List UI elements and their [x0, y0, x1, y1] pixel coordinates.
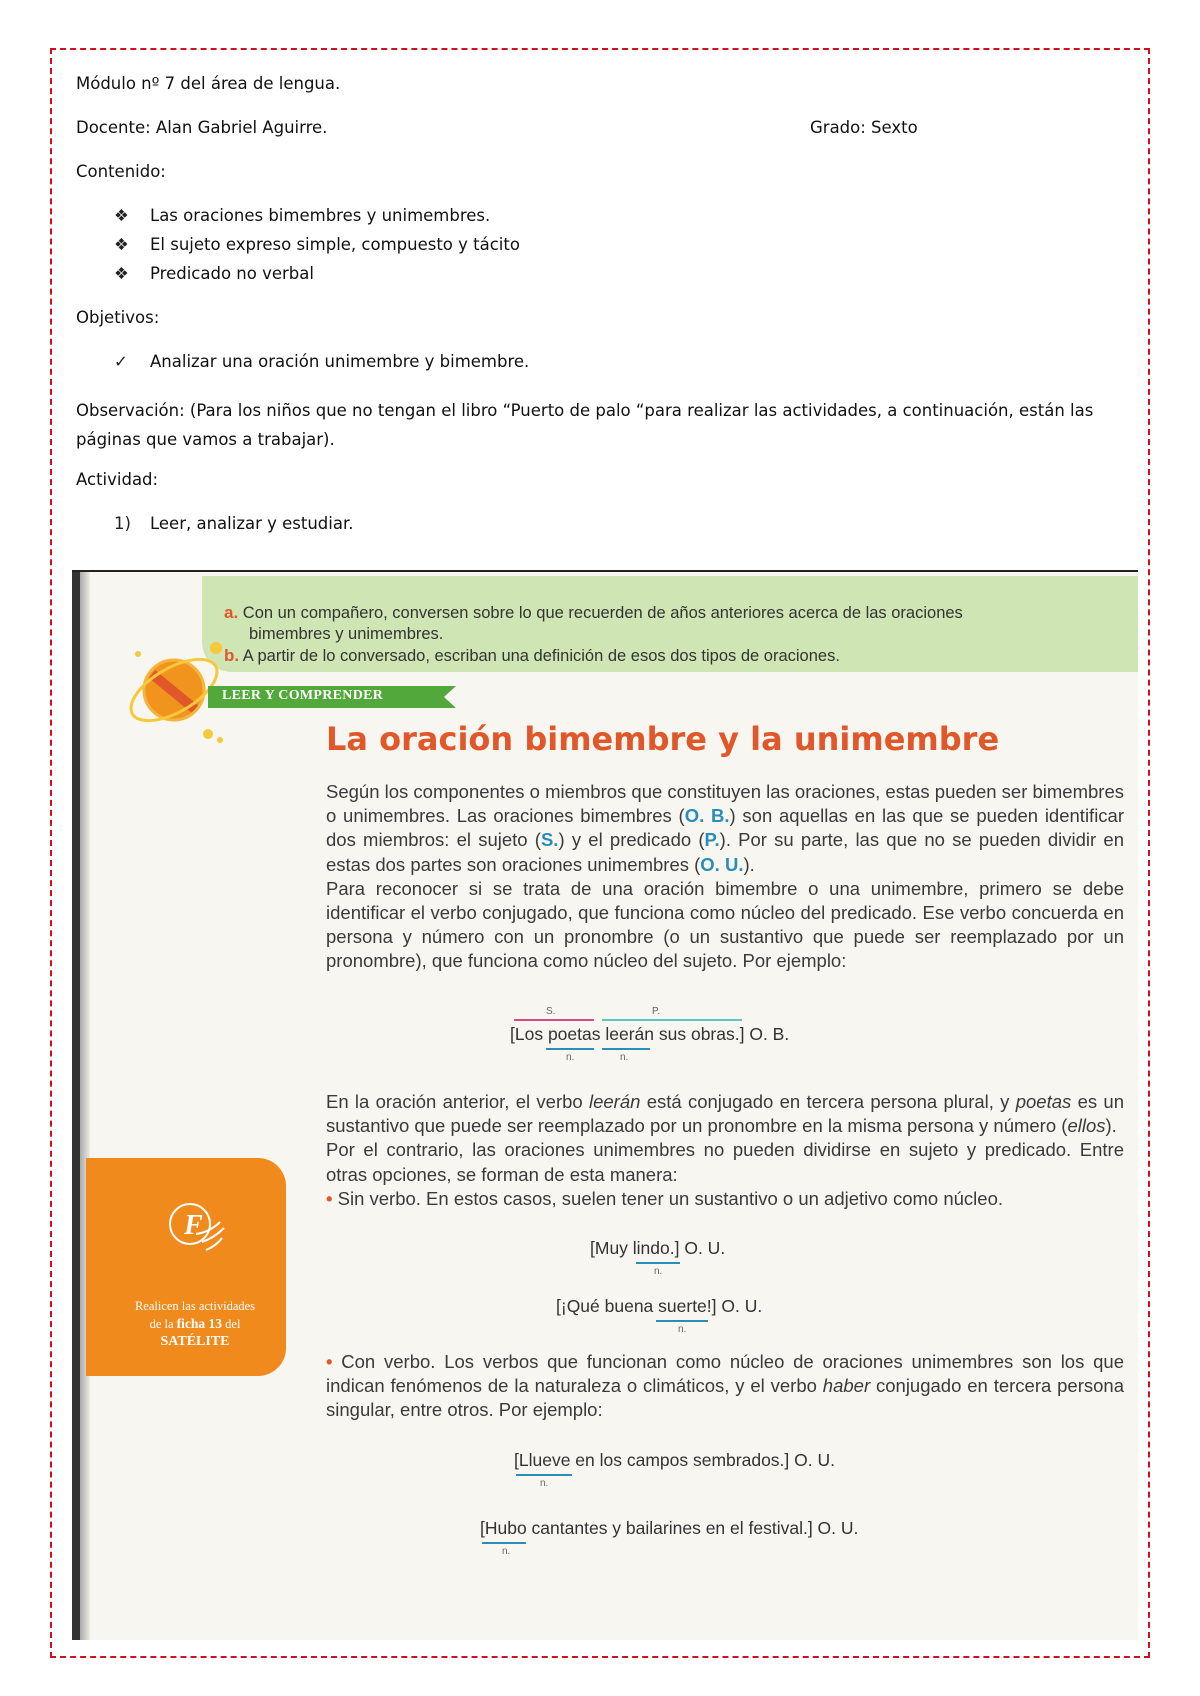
text-italic: leerán: [588, 1091, 641, 1112]
abbr-s: S.: [540, 829, 559, 851]
text: Con verbo. Los verbos que funcionan como núcleo de oraciones unimembres son los que indican fenómenos de la naturaleza o climáticos, y el verbo: [326, 1351, 1124, 1397]
nucleus-label: n.: [502, 1546, 511, 1557]
subject-bracket: [514, 1019, 594, 1021]
nucleus-underline: [482, 1542, 526, 1544]
activity-item: [114, 514, 354, 533]
intro-question-a-cont: bimembres y unimembres.: [249, 625, 444, 643]
text-italic: haber: [822, 1375, 871, 1397]
nucleus-label: n.: [678, 1324, 687, 1335]
question-letter: b.: [224, 646, 240, 665]
text-bold: ficha 13: [176, 1316, 223, 1331]
module-title: Módulo nº 7 del área de lengua.: [76, 74, 341, 93]
diamond-bullet-icon: ❖: [114, 206, 129, 225]
text: ). Por su parte, las que no se pueden dividir en estas dos partes son oraciones unimembres (: [326, 829, 1124, 875]
text-italic: poetas: [1015, 1091, 1072, 1112]
text: conjugado en tercera persona singular, entre otros. Por ejemplo:: [326, 1375, 1124, 1421]
nucleus-label: n.: [620, 1052, 629, 1063]
diamond-bullet-icon: ❖: [114, 235, 129, 254]
text: ).: [1105, 1115, 1117, 1137]
bullet-with-verb: [304, 1350, 1124, 1423]
text: Según los componentes o miembros que constituyen las oraciones, estas pueden ser bimembres o unimembres. Las oraciones bimembres (: [326, 781, 1124, 827]
text: Sin verbo. En estos casos, suelen tener un sustantivo o un adjetivo como núcleo.: [337, 1187, 1003, 1209]
teacher-name: Docente: Alan Gabriel Aguirre.: [76, 118, 328, 137]
book-spine-shadow: [80, 572, 90, 1640]
text: de la: [149, 1317, 177, 1331]
content-item-text: El sujeto expreso simple, compuesto y tácito: [150, 235, 520, 254]
activity-label: Actividad:: [76, 470, 159, 489]
intro-questions: [224, 602, 963, 667]
text: del: [222, 1317, 241, 1331]
side-note-line: Realicen las actividades: [134, 1299, 256, 1313]
nucleus-label: n.: [566, 1052, 575, 1063]
abbr-p: P.: [704, 829, 720, 851]
book-spine: [72, 572, 80, 1640]
grade: Grado: Sexto: [810, 118, 918, 137]
intro-question-b: [224, 645, 963, 667]
example-hubo: [Hubo cantantes y bailarines en el festival.] O. U.: [480, 1518, 859, 1538]
observation-note: Observación: (Para los niños que no tengan el libro “Puerto de palo “para realizar las actividades, a continuación, están las páginas que vamos a trabajar).: [76, 401, 1094, 449]
example-tag: O. B.: [749, 1024, 790, 1044]
text: es un sustantivo que puede ser reemplazado por un pronombre en la misma persona y número (: [326, 1091, 1124, 1137]
text: ) y el predicado (: [558, 829, 705, 851]
question-text: Con un compañero, conversen sobre lo que recuerden de años anteriores acerca de las oraciones: [242, 604, 963, 622]
question-letter: a.: [224, 603, 239, 622]
content-label: Contenido:: [76, 162, 166, 181]
predicate-bracket: [602, 1019, 742, 1021]
paragraph-analysis: [304, 1090, 1124, 1211]
checkmark-icon: ✓: [114, 352, 128, 371]
bullet-dot-icon: •: [326, 1187, 333, 1209]
satellite-side-note: [86, 1158, 286, 1376]
content-item: [114, 206, 490, 225]
textbook-page-image: [72, 570, 1138, 1640]
text: ) son aquellas en las que se pueden identificar dos miembros: el sujeto (: [326, 805, 1124, 851]
nucleus-label: n.: [540, 1478, 549, 1489]
bullet-without-verb: [304, 1187, 1124, 1211]
nucleus-underline: [516, 1474, 572, 1476]
abbr-ob: O. B.: [684, 805, 730, 827]
example-que-buena-suerte: [¡Qué buena suerte!] O. U.: [556, 1296, 763, 1316]
example-subject: [Los poetas: [510, 1024, 601, 1044]
example-llueve: [Llueve en los campos sembrados.] O. U.: [514, 1450, 835, 1470]
paragraph-definition: [304, 780, 1124, 974]
ribbon-label: LEER Y COMPRENDER: [222, 688, 384, 703]
activity-number: 1): [114, 514, 131, 533]
content-item: [114, 264, 314, 283]
lesson-title: La oración bimembre y la unimembre: [326, 720, 1000, 758]
bullet-dot-icon: •: [326, 1351, 333, 1372]
content-item-text: Las oraciones bimembres y unimembres.: [150, 206, 491, 225]
abbr-ou: O. U.: [700, 853, 744, 875]
nucleus-underline: [602, 1048, 650, 1050]
label-p: P.: [652, 1006, 661, 1017]
label-s: S.: [546, 1006, 556, 1017]
paragraph-recognize: Para reconocer si se trata de una oración bimembre o una unimembre, primero se debe identificar el verbo conjugado, que funciona como núcleo del predicado. Ese verbo concuerda en persona y número con un pronombre (o un sustantivo que puede ser reemplazado por un pronombre), que funciona como núcleo del sujeto. Por ejemplo:: [326, 877, 1124, 972]
example-bimembre: [510, 1024, 789, 1045]
side-letter-f: F: [184, 1210, 203, 1241]
text: En la oración anterior, el verbo: [326, 1091, 589, 1112]
nucleus-underline: [656, 1320, 708, 1322]
nucleus-label: n.: [654, 1266, 663, 1277]
example-predicate: leerán sus obras.]: [605, 1024, 745, 1044]
question-text: A partir de lo conversado, escriban una definición de esos dos tipos de oraciones.: [242, 647, 840, 665]
diamond-bullet-icon: ❖: [114, 264, 129, 283]
activity-text: Leer, analizar y estudiar.: [150, 514, 354, 533]
text: está conjugado en tercera persona plural, y: [640, 1091, 1016, 1112]
side-note-text: [110, 1298, 280, 1350]
nucleus-underline: [636, 1262, 680, 1264]
content-item-text: Predicado no verbal: [150, 264, 314, 283]
content-item: [114, 235, 520, 254]
text: ).: [743, 853, 755, 875]
objectives-label: Objetivos:: [76, 308, 160, 327]
side-note-satellite: SATÉLITE: [160, 1334, 230, 1349]
intro-question-a: [224, 602, 963, 624]
objective-item: [114, 352, 529, 371]
text-italic: ellos: [1067, 1115, 1106, 1137]
side-note-line: [110, 1315, 280, 1333]
nucleus-underline: [546, 1048, 594, 1050]
section-ribbon: [208, 686, 468, 708]
paragraph-unimembre: Por el contrario, las oraciones unimembres no pueden dividirse en sujeto y predicado. Entre otras opciones, se forman de esta manera:: [326, 1139, 1124, 1185]
objective-text: Analizar una oración unimembre y bimembre.: [150, 352, 530, 371]
example-muy-lindo: [Muy lindo.] O. U.: [590, 1238, 726, 1258]
